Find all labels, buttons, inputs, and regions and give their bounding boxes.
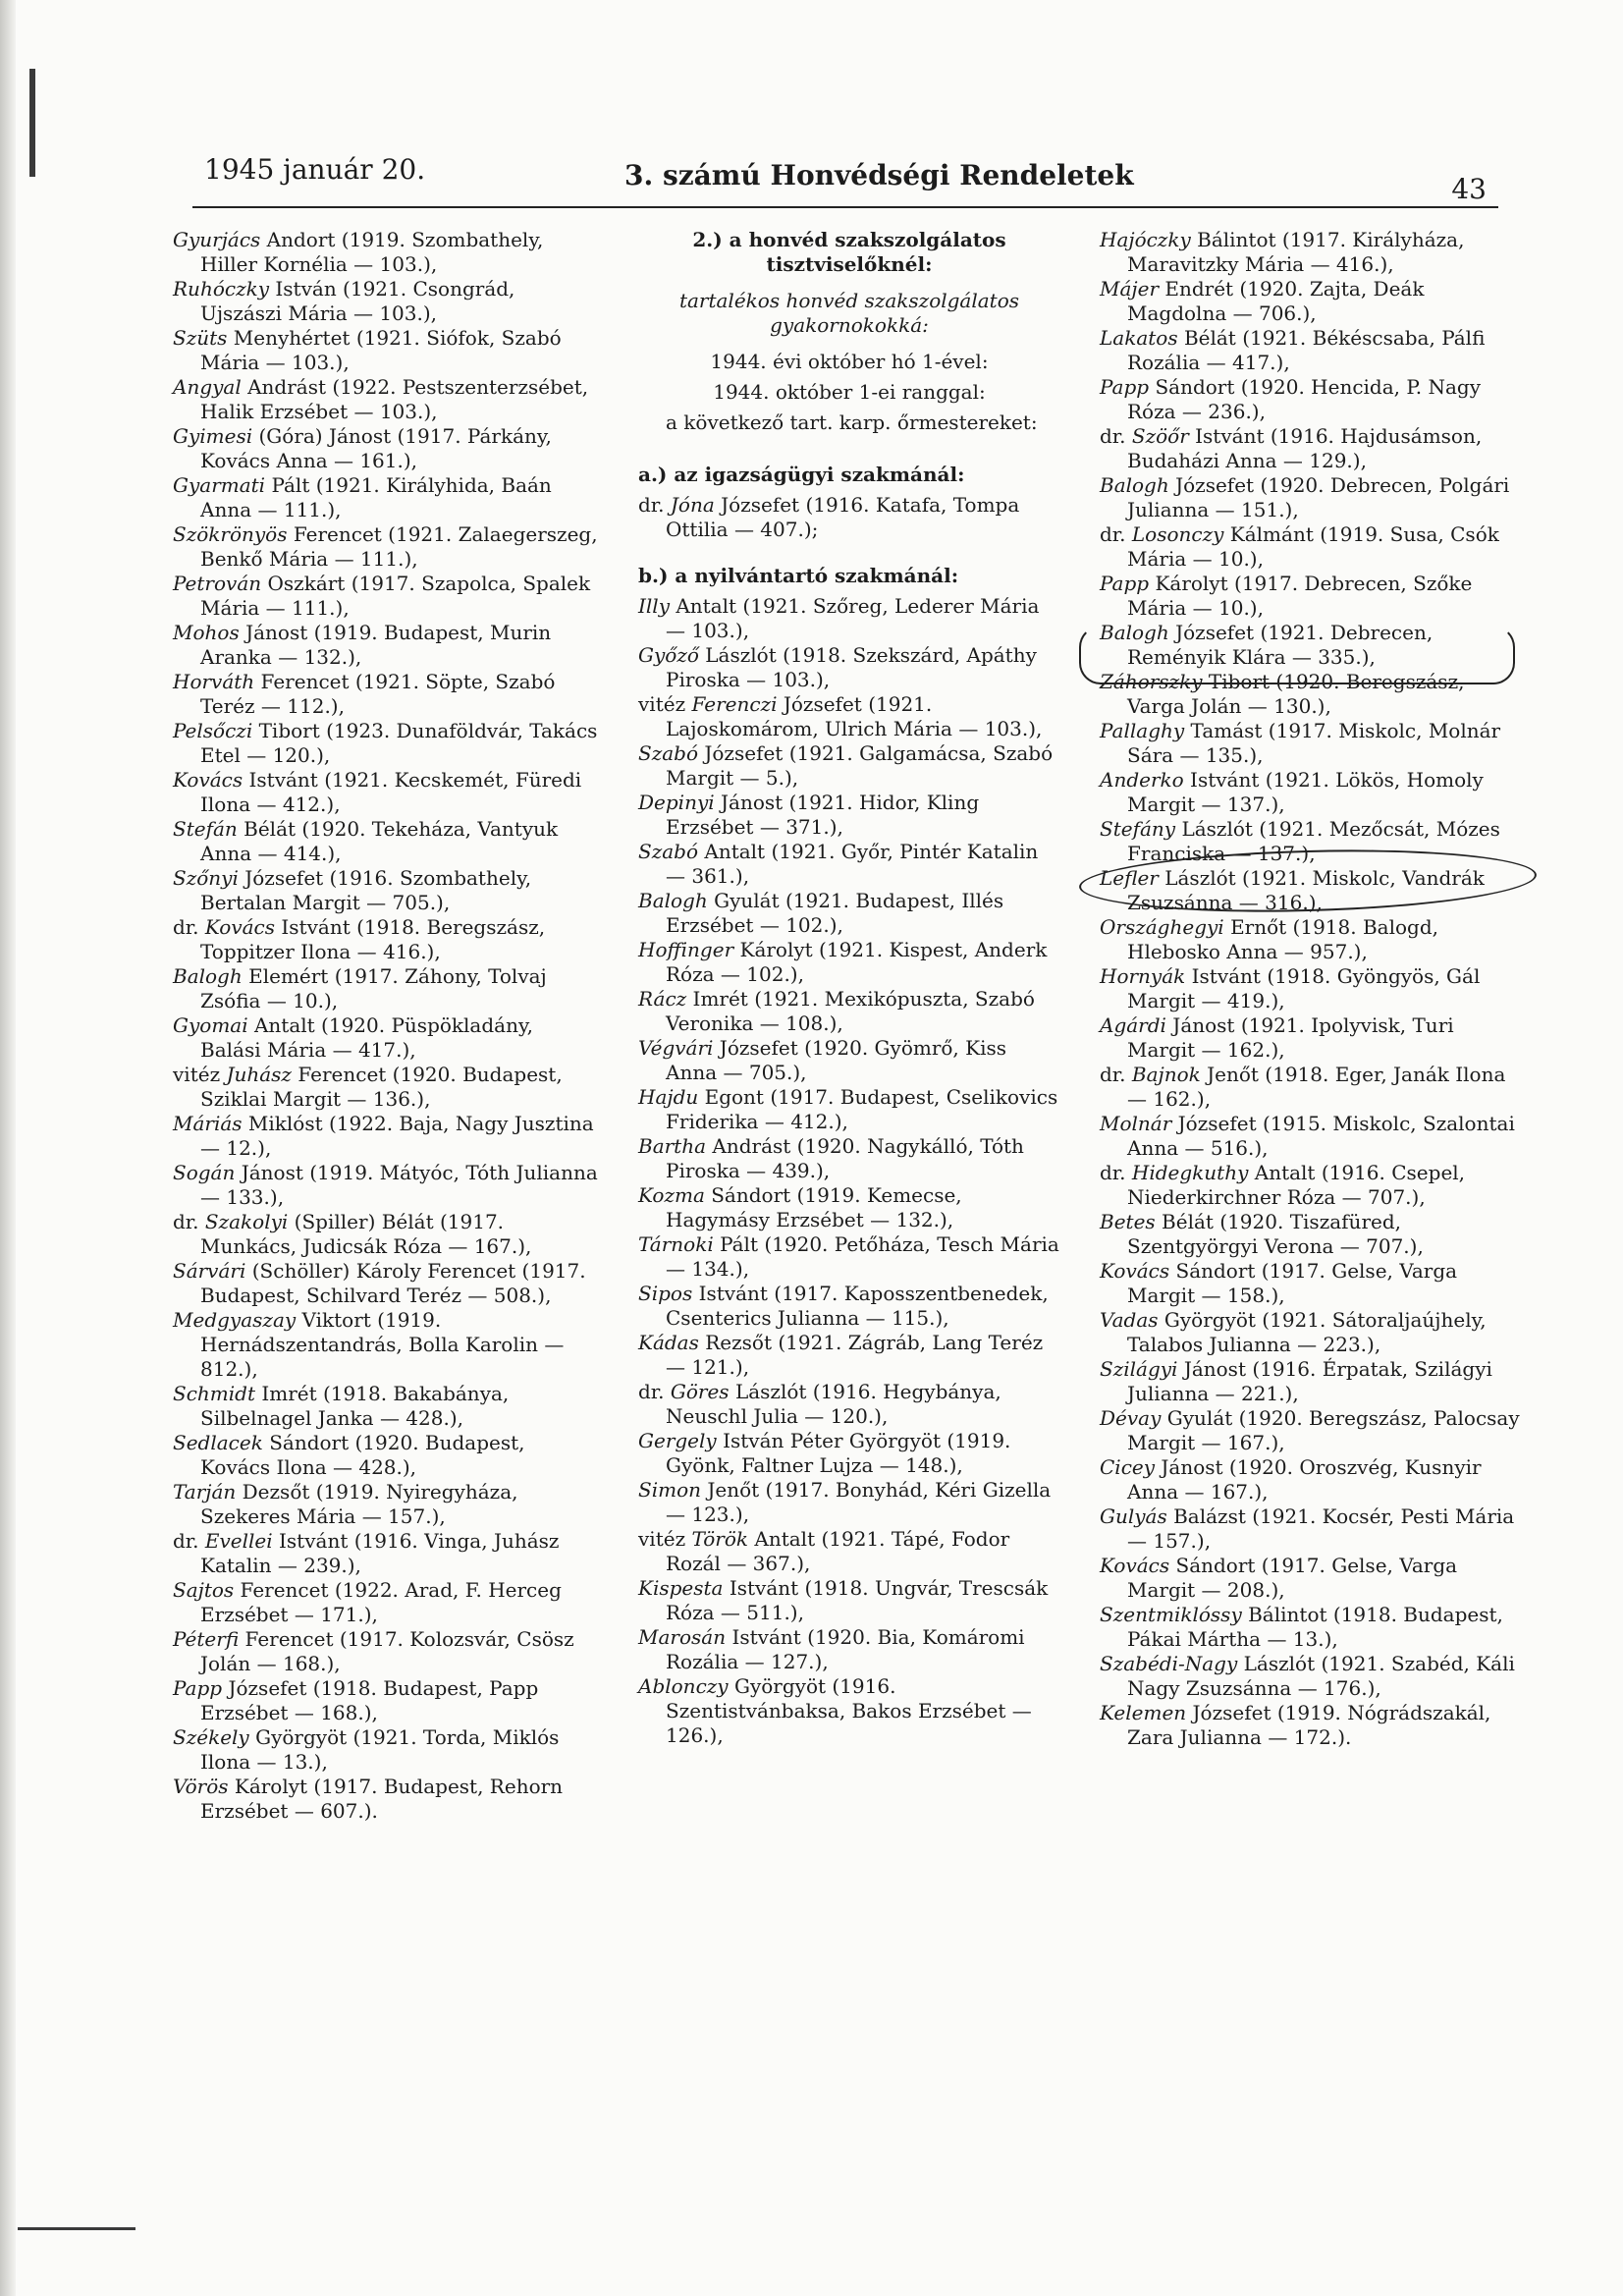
entry-surname: Stefány (1100, 817, 1176, 841)
entry-details: Kálmánt (1919. Susa, Csók Mária — 10.), (1127, 522, 1499, 571)
list-item (1100, 1554, 1520, 1603)
entry-surname: Győző (638, 643, 699, 667)
entry-surname: Juhász (226, 1063, 292, 1086)
entry-surname: Papp (1100, 375, 1150, 399)
entry-prefix: vitéz (173, 1063, 221, 1086)
list-item (638, 1478, 1060, 1527)
entry-surname: Kovács (173, 768, 243, 792)
list-item (638, 1282, 1060, 1331)
entry-surname: Simon (638, 1478, 701, 1502)
list-item (1100, 277, 1520, 326)
entry-prefix: dr. (1100, 1161, 1126, 1184)
entry-details: Istvánt (1916. Vinga, Juhász Katalin — 239.), (200, 1529, 560, 1577)
entry-surname: Hidegkuthy (1131, 1161, 1249, 1184)
entry-details: Lászlót (1921. Szabéd, Káli Nagy Zsuzsánna — 176.), (1127, 1652, 1515, 1700)
entry-surname: Rácz (638, 987, 687, 1011)
entry-details: Istvánt (1916. Hajdusámson, Budaházi Anna — 129.), (1127, 424, 1483, 472)
entry-details: Györgyöt (1921. Torda, Miklós Ilona — 13.), (200, 1725, 560, 1774)
entry-details: Sándort (1920. Budapest, Kovács Ilona — 428.), (200, 1431, 525, 1479)
entry-surname: Balogh (1100, 473, 1169, 497)
entry-surname: Kelemen (1100, 1701, 1187, 1724)
entry-surname: Ruhóczky (173, 277, 270, 301)
entry-surname: Szabó (638, 741, 699, 765)
entry-surname: Papp (173, 1676, 223, 1700)
entry-details: Jánost (1919. Mátyóc, Tóth Julianna — 133.), (200, 1161, 598, 1209)
column-1 (173, 228, 599, 1824)
entry-details: Józsefet (1916. Katafa, Tompa Ottilia — 407.); (666, 493, 1020, 541)
entry-details: Balázst (1921. Kocsér, Pesti Mária — 157.), (1127, 1504, 1515, 1553)
entry-surname: Lakatos (1100, 326, 1178, 350)
entry-details: Sándort (1920. Hencida, P. Nagy Róza — 236.), (1127, 375, 1482, 423)
entry-details: Imrét (1921. Mexikópuszta, Szabó Veronika — 108.), (666, 987, 1035, 1035)
entry-surname: Papp (1100, 572, 1150, 595)
entry-surname: Gyurjács (173, 228, 261, 251)
entry-details: Lászlót (1921. Miskolc, Vandrák Zsuzsánna — 316.), (1127, 866, 1485, 914)
list-item (638, 938, 1060, 987)
entry-details: Jánost (1920. Oroszvég, Kusnyir Anna — 167.), (1127, 1455, 1482, 1503)
entry-details: Gyulát (1920. Beregszász, Palocsay Margit — 167.), (1127, 1406, 1520, 1454)
list-item (638, 1183, 1060, 1232)
list-item (638, 1576, 1060, 1625)
list-item (1100, 719, 1520, 768)
entry-details: Elemért (1917. Záhony, Tolvaj Zsófia — 10.), (200, 964, 547, 1012)
entry-details: Józsefet (1918. Budapest, Papp Erzsébet — 168.), (200, 1676, 539, 1724)
list-item (1100, 1112, 1520, 1161)
entry-surname: Gyimesi (173, 424, 253, 448)
entry-details: Antalt (1916. Csepel, Niederkirchner Róza — 707.), (1127, 1161, 1466, 1209)
list-item (173, 1112, 599, 1161)
entry-details: Józsefet (1921. Debrecen, Reményik Klára — 335.), (1127, 621, 1434, 669)
list-item (173, 719, 599, 768)
entry-details: Andort (1919. Szombathely, Hiller Kornélia — 103.), (200, 228, 544, 276)
entry-surname: Molnár (1100, 1112, 1172, 1135)
list-item (173, 1725, 599, 1775)
entry-surname: Sárvári (173, 1259, 246, 1283)
entry-details: Gyulát (1921. Budapest, Illés Erzsébet — 102.), (666, 889, 1004, 937)
entry-prefix: dr. (638, 493, 665, 517)
list-item (173, 1013, 599, 1063)
entry-details: Istvánt (1918. Gyöngyös, Gál Margit — 419.), (1127, 964, 1481, 1012)
list-item (173, 277, 599, 326)
entry-surname: Vörös (173, 1775, 229, 1798)
page-header (192, 147, 1498, 208)
entry-details: István (1921. Csongrád, Ujszászi Mária — 103.), (200, 277, 515, 325)
entry-details: Istvánt (1921. Kecskemét, Füredi Ilona — 412.), (200, 768, 582, 816)
entry-details: Jánost (1921. Hidor, Kling Erzsébet — 371.), (666, 791, 980, 839)
entry-surname: Péterfi (173, 1627, 240, 1651)
entry-details: Józsefet (1920. Gyömrő, Kiss Anna — 705.), (666, 1036, 1007, 1084)
entry-details: Károlyt (1917. Budapest, Rehorn Erzsébet — 607.). (200, 1775, 564, 1823)
entry-surname: Máriás (173, 1112, 243, 1135)
list-item (1100, 375, 1520, 424)
entry-details: Menyhértet (1921. Siófok, Szabó Mária — 103.), (200, 326, 562, 374)
entry-details: (Schöller) Károly Ferencet (1917. Budapest, Schilvard Teréz — 508.), (200, 1259, 586, 1307)
list-item (1100, 1063, 1520, 1112)
list-item (638, 1085, 1060, 1134)
entry-details: Endrét (1920. Zajta, Deák Magdolna — 706.), (1127, 277, 1425, 325)
list-item (638, 1134, 1060, 1183)
entry-details: Józsefet (1919. Nógrádszakál, Zara Julianna — 172.). (1127, 1701, 1491, 1749)
entry-details: Bélát (1920. Tekeháza, Vantyuk Anna — 414.), (200, 817, 559, 865)
list-item (1100, 866, 1520, 915)
list-item (173, 1210, 599, 1259)
list-item (638, 791, 1060, 840)
entry-details: Ferencet (1921. Zalaegerszeg, Benkő Mária — 111.), (200, 522, 598, 571)
entry-details: Ferencet (1920. Budapest, Sziklai Margit — 136.), (200, 1063, 563, 1111)
list-item (173, 1529, 599, 1578)
entry-details: Bálintot (1918. Budapest, Pákai Mártha — 13.), (1127, 1603, 1503, 1651)
list-item (1100, 1013, 1520, 1063)
entry-surname: Sogán (173, 1161, 236, 1184)
entry-prefix: vitéz (638, 1527, 686, 1551)
entry-details: Pált (1921. Királyhida, Baán Anna — 111.), (200, 473, 552, 521)
list-item (638, 1429, 1060, 1478)
entry-surname: Török (691, 1527, 749, 1551)
entry-surname: Szabó (638, 840, 699, 863)
list-item (173, 964, 599, 1013)
list-item (173, 375, 599, 424)
entry-details: Antalt (1921. Szőreg, Lederer Mária — 103.), (666, 594, 1040, 642)
entry-details: Viktort (1919. Hernádszentandrás, Bolla Karolin — 812.), (200, 1308, 565, 1381)
entry-details: (Spiller) Bélát (1917. Munkács, Judicsák Róza — 167.), (200, 1210, 532, 1258)
list-item (173, 1431, 599, 1480)
entry-details: Ferencet (1922. Arad, F. Herceg Erzsébet — 171.), (200, 1578, 562, 1626)
entry-surname: Pallaghy (1100, 719, 1185, 742)
list-item (638, 692, 1060, 741)
column-3 (1100, 228, 1520, 1750)
entry-details: Jánost (1919. Budapest, Murin Aranka — 132.), (200, 621, 552, 669)
list-item (1100, 473, 1520, 522)
entry-surname: Hornyák (1100, 964, 1186, 988)
list-item (638, 493, 1060, 542)
entry-details: Istvánt (1917. Kaposszentbenedek, Csenterics Julianna — 115.), (666, 1282, 1049, 1330)
page-number: 43 (1451, 173, 1487, 205)
list-item (1100, 228, 1520, 277)
entry-surname: Szentmiklóssy (1100, 1603, 1242, 1626)
list-item (638, 1036, 1060, 1085)
entry-surname: Jóna (670, 493, 715, 517)
list-item (173, 1676, 599, 1725)
entry-details: Sándort (1917. Gelse, Varga Margit — 208.), (1127, 1554, 1458, 1602)
entry-details: Sándort (1919. Kemecse, Hagymásy Erzsébet — 132.), (666, 1183, 962, 1231)
list-item (173, 326, 599, 375)
list-item (638, 1527, 1060, 1576)
list-item (173, 768, 599, 817)
list-item (638, 1232, 1060, 1282)
list-item (1100, 1259, 1520, 1308)
list-item (173, 1578, 599, 1627)
entry-prefix: dr. (1100, 1063, 1126, 1086)
list-item (638, 840, 1060, 889)
entry-details: Oszkárt (1917. Szapolca, Spalek Mária — 111.), (200, 572, 591, 620)
list-item (1100, 572, 1520, 621)
entry-details: Bélát (1920. Tiszafüred, Szentgyörgyi Verona — 707.), (1127, 1210, 1424, 1258)
entry-details: Jenőt (1917. Bonyhád, Kéri Gizella — 123.), (666, 1478, 1052, 1526)
scan-edge (0, 0, 16, 2296)
entry-surname: Anderko (1100, 768, 1184, 792)
section-title: 2.) a honvéd szakszolgálatos tisztviselőknél: (692, 228, 1006, 276)
entry-surname: Marosán (638, 1625, 727, 1649)
header-title: 3. számú Honvédségi Rendeletek (624, 159, 1134, 191)
list-item (173, 670, 599, 719)
date-line-2: 1944. október 1-ei ranggal: (713, 380, 986, 404)
entry-surname: Schmidt (173, 1382, 255, 1405)
list-item (1100, 522, 1520, 572)
entry-surname: Ferenczi (691, 692, 778, 716)
entry-details: Györgyöt (1921. Sátoraljaújhely, Talabos Julianna — 223.), (1127, 1308, 1487, 1356)
entry-surname: Kovács (1100, 1554, 1170, 1577)
entry-details: Antalt (1921. Győr, Pintér Katalin — 361.), (666, 840, 1039, 888)
entry-surname: Tárnoki (638, 1232, 714, 1256)
entry-details: Józsefet (1916. Szombathely, Bertalan Margit — 705.), (200, 866, 532, 914)
list-item (173, 228, 599, 277)
list-item (1100, 621, 1520, 670)
entry-surname: Lefler (1100, 866, 1159, 890)
list-item (173, 1161, 599, 1210)
list-item (1100, 1406, 1520, 1455)
entry-details: Tibort (1920. Beregszász, Varga Jolán — 130.), (1127, 670, 1465, 718)
subsection-b-list (638, 594, 1060, 1748)
entry-surname: Hoffinger (638, 938, 734, 961)
entry-surname: Hajdu (638, 1085, 699, 1109)
entry-details: Tamást (1917. Miskolc, Molnár Sára — 135.), (1127, 719, 1501, 767)
entry-details: Károlyt (1917. Debrecen, Szőke Mária — 10.), (1127, 572, 1473, 620)
subsection-b-title: b.) a nyilvántartó szakmánál: (638, 564, 959, 587)
list-item (1100, 326, 1520, 375)
entry-details: István Péter Györgyöt (1919. Gyönk, Faltner Lujza — 148.), (666, 1429, 1011, 1477)
entry-surname: Sajtos (173, 1578, 235, 1602)
entry-details: Györgyöt (1916. Szentistvánbaksa, Bakos Erzsébet — 126.), (666, 1674, 1032, 1747)
list-item (1100, 768, 1520, 817)
entry-details: Istvánt (1918. Ungvár, Trescsák Róza — 511.), (666, 1576, 1049, 1624)
entry-surname: Bajnok (1131, 1063, 1201, 1086)
entry-surname: Szöőr (1131, 424, 1189, 448)
entry-surname: Angyal (173, 375, 242, 399)
subsection-a-title: a.) az igazságügyi szakmánál: (638, 463, 965, 486)
entry-surname: Sipos (638, 1282, 693, 1305)
entry-details: Bélát (1921. Békéscsaba, Pálfi Rozália — 417.), (1127, 326, 1486, 374)
list-item (638, 1380, 1060, 1429)
entry-surname: Végvári (638, 1036, 714, 1060)
list-item (173, 1063, 599, 1112)
entry-surname: Sedlacek (173, 1431, 263, 1454)
list-item (1100, 1357, 1520, 1406)
list-item (173, 1480, 599, 1529)
entry-surname: Májer (1100, 277, 1159, 301)
entry-surname: Záhorszky (1100, 670, 1203, 693)
column-2 (638, 228, 1060, 1748)
list-item (173, 522, 599, 572)
entry-details: Istvánt (1920. Bia, Komáromi Rozália — 127.), (666, 1625, 1025, 1673)
scan-mark-bottom (18, 2227, 135, 2230)
section-subtitle: tartalékos honvéd szakszolgálatos gyakornokokká: (678, 289, 1020, 337)
list-item (1100, 915, 1520, 964)
entry-details: Jánost (1916. Érpatak, Szilágyi Julianna — 221.), (1127, 1357, 1492, 1405)
entry-surname: Bartha (638, 1134, 707, 1158)
entry-surname: Hajóczky (1100, 228, 1191, 251)
entry-details: Jenőt (1918. Eger, Janák Ilona — 162.), (1127, 1063, 1506, 1111)
entry-surname: Balogh (1100, 621, 1169, 644)
entry-prefix: dr. (1100, 522, 1126, 546)
list-item (1100, 1603, 1520, 1652)
subsection-a-list (638, 493, 1060, 542)
entry-details: Egont (1917. Budapest, Cselikovics Friderika — 412.), (666, 1085, 1058, 1133)
list-item (173, 866, 599, 915)
list-item (1100, 1701, 1520, 1750)
list-item (1100, 1455, 1520, 1504)
entry-surname: Mohos (173, 621, 240, 644)
list-item (638, 987, 1060, 1036)
list-item (1100, 1308, 1520, 1357)
entry-surname: Székely (173, 1725, 249, 1749)
entry-surname: Kádas (638, 1331, 699, 1354)
entry-details: Antalt (1920. Püspökladány, Balási Mária — 417.), (200, 1013, 533, 1062)
header-date: 1945 január 20. (204, 153, 426, 186)
entry-surname: Vadas (1100, 1308, 1159, 1332)
entry-surname: Kovács (204, 915, 276, 939)
list-item (638, 643, 1060, 692)
entry-details: Bálintot (1917. Királyháza, Maravitzky Mária — 416.), (1127, 228, 1465, 276)
entry-details: Ernőt (1918. Balogd, Hlebosko Anna — 957.), (1127, 915, 1438, 963)
list-item (173, 1775, 599, 1824)
list-item (1100, 1210, 1520, 1259)
entry-surname: Agárdi (1100, 1013, 1166, 1037)
list-item (638, 889, 1060, 938)
entry-surname: Gulyás (1100, 1504, 1167, 1528)
entry-surname: Gyarmati (173, 473, 266, 497)
entry-surname: Tarján (173, 1480, 237, 1503)
entry-details: Károlyt (1921. Kispest, Anderk Róza — 102.), (666, 938, 1048, 986)
entry-surname: Petrován (173, 572, 262, 595)
list-item (173, 473, 599, 522)
entry-prefix: dr. (173, 1529, 199, 1553)
entry-surname: Kispesta (638, 1576, 724, 1600)
entry-surname: Szabédi-Nagy (1100, 1652, 1238, 1675)
entry-surname: Stefán (173, 817, 238, 841)
entry-details: Sándort (1917. Gelse, Varga Margit — 158.), (1127, 1259, 1458, 1307)
entry-details: Lászlót (1921. Mezőcsát, Mózes Franciska — 137.), (1127, 817, 1500, 865)
entry-surname: Illy (638, 594, 670, 618)
entry-surname: Betes (1100, 1210, 1156, 1233)
entry-prefix: dr. (638, 1380, 665, 1403)
entry-surname: Pelsőczi (173, 719, 253, 742)
entry-details: Lászlót (1918. Szekszárd, Apáthy Piroska — 103.), (666, 643, 1037, 691)
list-item (638, 594, 1060, 643)
entry-surname: Kozma (638, 1183, 705, 1207)
list-item (1100, 670, 1520, 719)
entry-details: (Góra) Jánost (1917. Párkány, Kovács Anna — 161.), (200, 424, 552, 472)
entry-surname: Kovács (1100, 1259, 1170, 1283)
list-item (173, 817, 599, 866)
entry-details: Józsefet (1921. Lajoskomárom, Ulrich Mária — 103.), (666, 692, 1043, 740)
entry-details: Istvánt (1921. Lökös, Homoly Margit — 137.), (1127, 768, 1484, 816)
entry-details: Jánost (1921. Ipolyvisk, Turi Margit — 162.), (1127, 1013, 1454, 1062)
entry-prefix: dr. (173, 1210, 199, 1233)
entry-surname: Szakolyi (204, 1210, 289, 1233)
list-item (173, 915, 599, 964)
entry-surname: Szüts (173, 326, 228, 350)
entry-surname: Szilágyi (1100, 1357, 1178, 1381)
list-item (173, 1382, 599, 1431)
list-item (1100, 1161, 1520, 1210)
scan-mark (29, 69, 35, 177)
entry-surname: Losonczy (1131, 522, 1224, 546)
entry-details: Andrást (1922. Pestszenterzsébet, Halik Erzsébet — 103.), (200, 375, 589, 423)
list-item (638, 1625, 1060, 1674)
entry-prefix: dr. (1100, 424, 1126, 448)
entry-surname: Balogh (173, 964, 243, 988)
entry-surname: Göres (670, 1380, 730, 1403)
entry-details: Miklóst (1922. Baja, Nagy Jusztina — 12.), (200, 1112, 594, 1160)
entry-details: Ferencet (1921. Söpte, Szabó Teréz — 112.), (200, 670, 556, 718)
list-item (173, 424, 599, 473)
entry-details: Rezsőt (1921. Zágráb, Lang Teréz — 121.), (666, 1331, 1044, 1379)
entry-details: Ferencet (1917. Kolozsvár, Csösz Jolán — 168.), (200, 1627, 574, 1675)
entry-details: Józsefet (1921. Galgamácsa, Szabó Margit — 5.), (666, 741, 1054, 790)
list-item (638, 1331, 1060, 1380)
list-item (1100, 1652, 1520, 1701)
entry-surname: Horváth (173, 670, 255, 693)
list-item (1100, 817, 1520, 866)
list-item (638, 1674, 1060, 1748)
entry-prefix: dr. (173, 915, 199, 939)
list-item (173, 1259, 599, 1308)
list-item (1100, 1504, 1520, 1554)
entry-details: Imrét (1918. Bakabánya, Silbelnagel Janka — 428.), (200, 1382, 510, 1430)
entry-details: Pált (1920. Petőháza, Tesch Mária — 134.), (666, 1232, 1059, 1281)
entry-surname: Dévay (1100, 1406, 1162, 1430)
entry-surname: Országhegyi (1100, 915, 1224, 939)
entry-surname: Szőnyi (173, 866, 239, 890)
entry-details: Lászlót (1916. Hegybánya, Neuschl Julia — 120.), (666, 1380, 1001, 1428)
list-item (173, 1308, 599, 1382)
entry-surname: Gergely (638, 1429, 717, 1452)
list-item (173, 621, 599, 670)
entry-details: Józsefet (1915. Miskolc, Szalontai Anna — 516.), (1127, 1112, 1515, 1160)
date-line-1: 1944. évi október hó 1-ével: (710, 350, 989, 373)
entry-details: Istvánt (1918. Beregszász, Toppitzer Ilona — 416.), (200, 915, 546, 963)
entry-surname: Depinyi (638, 791, 715, 814)
entry-surname: Evellei (204, 1529, 273, 1553)
entry-surname: Cicey (1100, 1455, 1156, 1479)
list-item (173, 1627, 599, 1676)
entry-surname: Szökrönyös (173, 522, 288, 546)
entry-details: Józsefet (1920. Debrecen, Polgári Julianna — 151.), (1127, 473, 1510, 521)
entry-details: Andrást (1920. Nagykálló, Tóth Piroska — 439.), (666, 1134, 1024, 1182)
entry-details: Antalt (1921. Tápé, Fodor Rozál — 367.), (666, 1527, 1010, 1575)
list-item (173, 572, 599, 621)
list-item (1100, 964, 1520, 1013)
entry-details: Tibort (1923. Dunaföldvár, Takács Etel — 120.), (200, 719, 598, 767)
entry-surname: Ablonczy (638, 1674, 729, 1698)
entry-prefix: vitéz (638, 692, 686, 716)
entry-surname: Gyomai (173, 1013, 248, 1037)
entry-surname: Medgyaszay (173, 1308, 297, 1332)
entry-surname: Balogh (638, 889, 708, 912)
list-item (638, 741, 1060, 791)
intro-text: a következő tart. karp. őrmestereket: (666, 410, 1038, 434)
list-item (1100, 424, 1520, 473)
entry-details: Dezsőt (1919. Nyiregyháza, Szekeres Mária — 157.), (200, 1480, 518, 1528)
